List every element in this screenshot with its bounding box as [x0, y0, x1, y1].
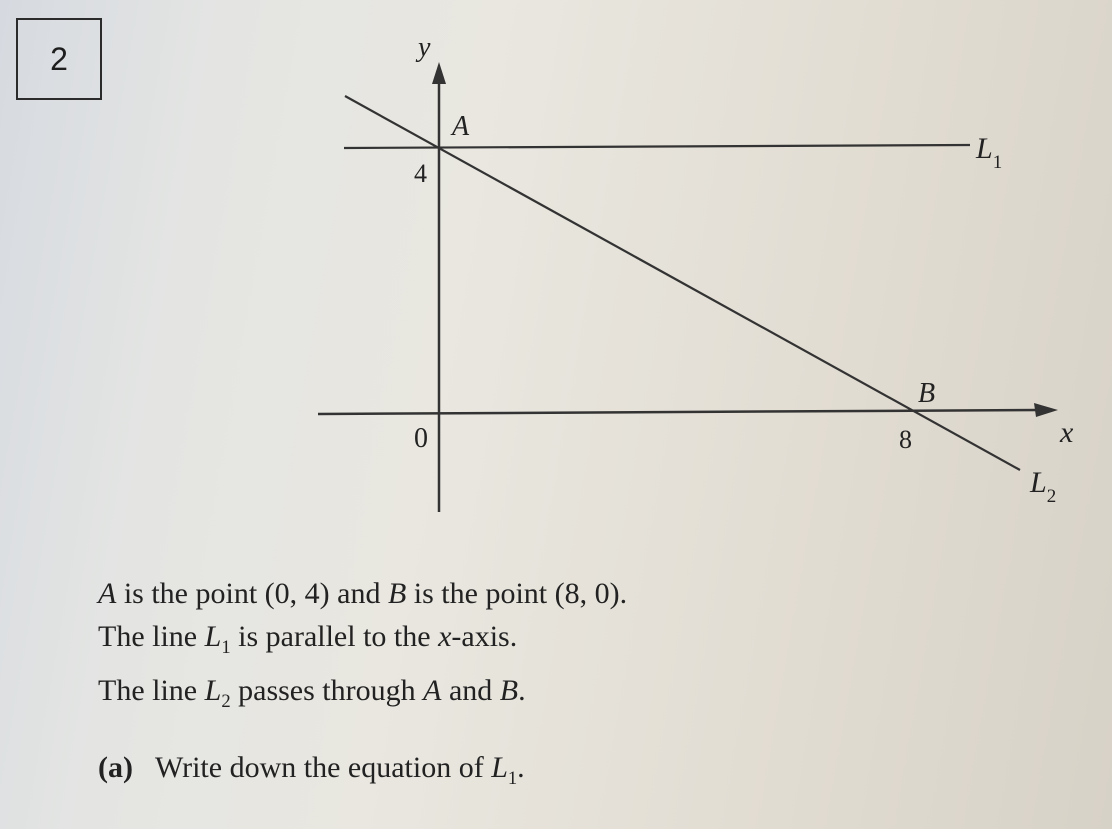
text-line-1-part1: is the point (0, 4) and	[116, 577, 388, 610]
point-b-label: B	[918, 378, 936, 409]
point-a-ref-2: A	[423, 674, 442, 708]
part-a-text: Write down the equation of	[154, 751, 492, 784]
origin-label: 0	[414, 423, 428, 454]
line-l1-ref: L	[204, 620, 222, 653]
text-line-3-and: and	[441, 674, 500, 708]
x-axis-arrowhead	[1034, 403, 1058, 417]
text-line-2-part1: The line	[98, 620, 205, 653]
text-line-3	[98, 669, 627, 723]
part-a	[98, 751, 525, 790]
y-axis-arrowhead	[432, 62, 446, 84]
part-a-line-ref: L	[491, 751, 508, 784]
part-a-line-ref-subscript: 1	[507, 768, 518, 790]
line-l2-ref: L	[204, 674, 222, 708]
x-axis	[318, 410, 1040, 414]
question-text	[98, 572, 627, 723]
point-a-label: A	[452, 111, 470, 142]
x-tick-label: 8	[899, 425, 912, 454]
y-tick-label: 4	[414, 159, 427, 188]
y-axis-label: y	[418, 32, 431, 63]
text-line-2	[98, 615, 627, 669]
line-l1-letter: L	[976, 132, 993, 165]
point-a-ref: A	[98, 577, 117, 610]
point-b-ref-2: B	[499, 674, 519, 708]
line-l1-label	[975, 132, 1002, 173]
line-l2-ref-subscript: 2	[221, 691, 231, 713]
line-l1-ref-subscript: 1	[221, 637, 231, 659]
point-b-ref: B	[387, 577, 407, 610]
text-line-3-end: .	[518, 674, 526, 708]
text-line-1	[98, 572, 627, 615]
x-axis-ref: x	[438, 620, 452, 653]
line-l2-label	[1029, 466, 1056, 507]
text-line-1-part2: is the point (8, 0).	[406, 577, 628, 610]
line-l2-subscript: 2	[1046, 486, 1057, 507]
text-line-2-part3: -axis.	[451, 620, 518, 653]
text-line-2-part2: is parallel to the	[230, 620, 439, 653]
part-a-end: .	[517, 751, 525, 784]
x-axis-label: x	[1060, 416, 1074, 449]
line-l2-letter: L	[1030, 466, 1047, 499]
line-l1-subscript: 1	[992, 152, 1003, 173]
text-line-3-part2: passes through	[230, 674, 424, 708]
part-a-label: (a)	[98, 751, 133, 784]
question-number: 2	[50, 40, 68, 77]
text-line-3-part1: The line	[98, 674, 205, 708]
